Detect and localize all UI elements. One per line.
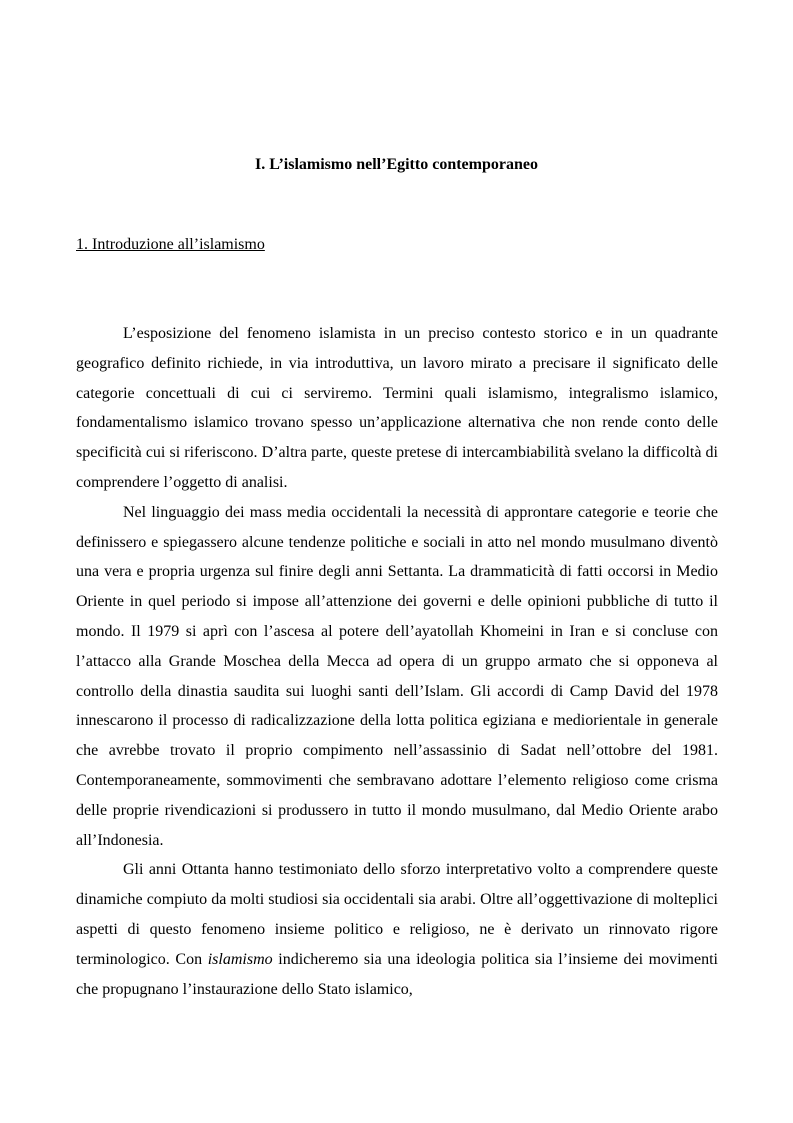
- paragraph-3-text-before: Gli anni Ottanta hanno testimoniato dello sforzo interpretativo volto a comprendere queste dinamiche compiuto da molti studiosi sia occidentali sia arabi. Oltre all’oggettivazione di molteplici aspetti di questo fenomeno insieme politico e religioso, ne è derivato un rinnovato rigore terminologico. Con: [76, 861, 718, 968]
- paragraph-3-text-after: indicheremo sia una ideologia politica sia l’insieme dei movimenti che propugnano l’instaurazione dello Stato islamico,: [76, 950, 718, 998]
- section-heading: 1. Introduzione all’islamismo: [76, 236, 265, 253]
- paragraph-2: Nel linguaggio dei mass media occidentali la necessità di approntare categorie e teorie che definissero e spiegassero alcune tendenze politiche e sociali in atto nel mondo musulmano diventò una vera e propria urgenza sul finire degli anni Settanta. La drammaticità di fatti occorsi in Medio Oriente in quel periodo si impose all’attenzione dei governi e delle opinioni pubbliche di tutto il mondo. Il 1979 si aprì con l’ascesa al potere dell’ayatollah Khomeini in Iran e si concluse con l’attacco alla Grande Moschea della Mecca ad opera di un gruppo armato che si opponeva al controllo della dinastia saudita sui luoghi santi dell’Islam. Gli accordi di Camp David del 1978 innescarono il processo di radicalizzazione della lotta politica egiziana e mediorientale in generale che avrebbe trovato il proprio compimento nell’assassinio di Sadat nell’ottobre del 1981. Contemporaneamente, sommovimenti che sembravano adottare l’elemento religioso come crisma delle proprie rivendicazioni si produssero in tutto il mondo musulmano, dal Medio Oriente arabo all’Indonesia.: [76, 503, 718, 849]
- emphasis-term: islamismo: [207, 950, 273, 968]
- paragraph-3: [76, 855, 718, 1004]
- body-text: [76, 319, 718, 1004]
- paragraph-1: L’esposizione del fenomeno islamista in un preciso contesto storico e in un quadrante geografico definito richiede, in via introduttiva, un lavoro mirato a precisare il significato delle categorie concettuali di cui ci serviremo. Termini quali islamismo, integralismo islamico, fondamentalismo islamico trovano spesso un’applicazione alternativa che non rende conto delle specificità cui si riferiscono. D’altra parte, queste pretese di intercambiabilità svelano la difficoltà di comprendere l’oggetto di analisi.: [76, 325, 718, 491]
- chapter-title: I. L’islamismo nell’Egitto contemporaneo: [255, 156, 538, 173]
